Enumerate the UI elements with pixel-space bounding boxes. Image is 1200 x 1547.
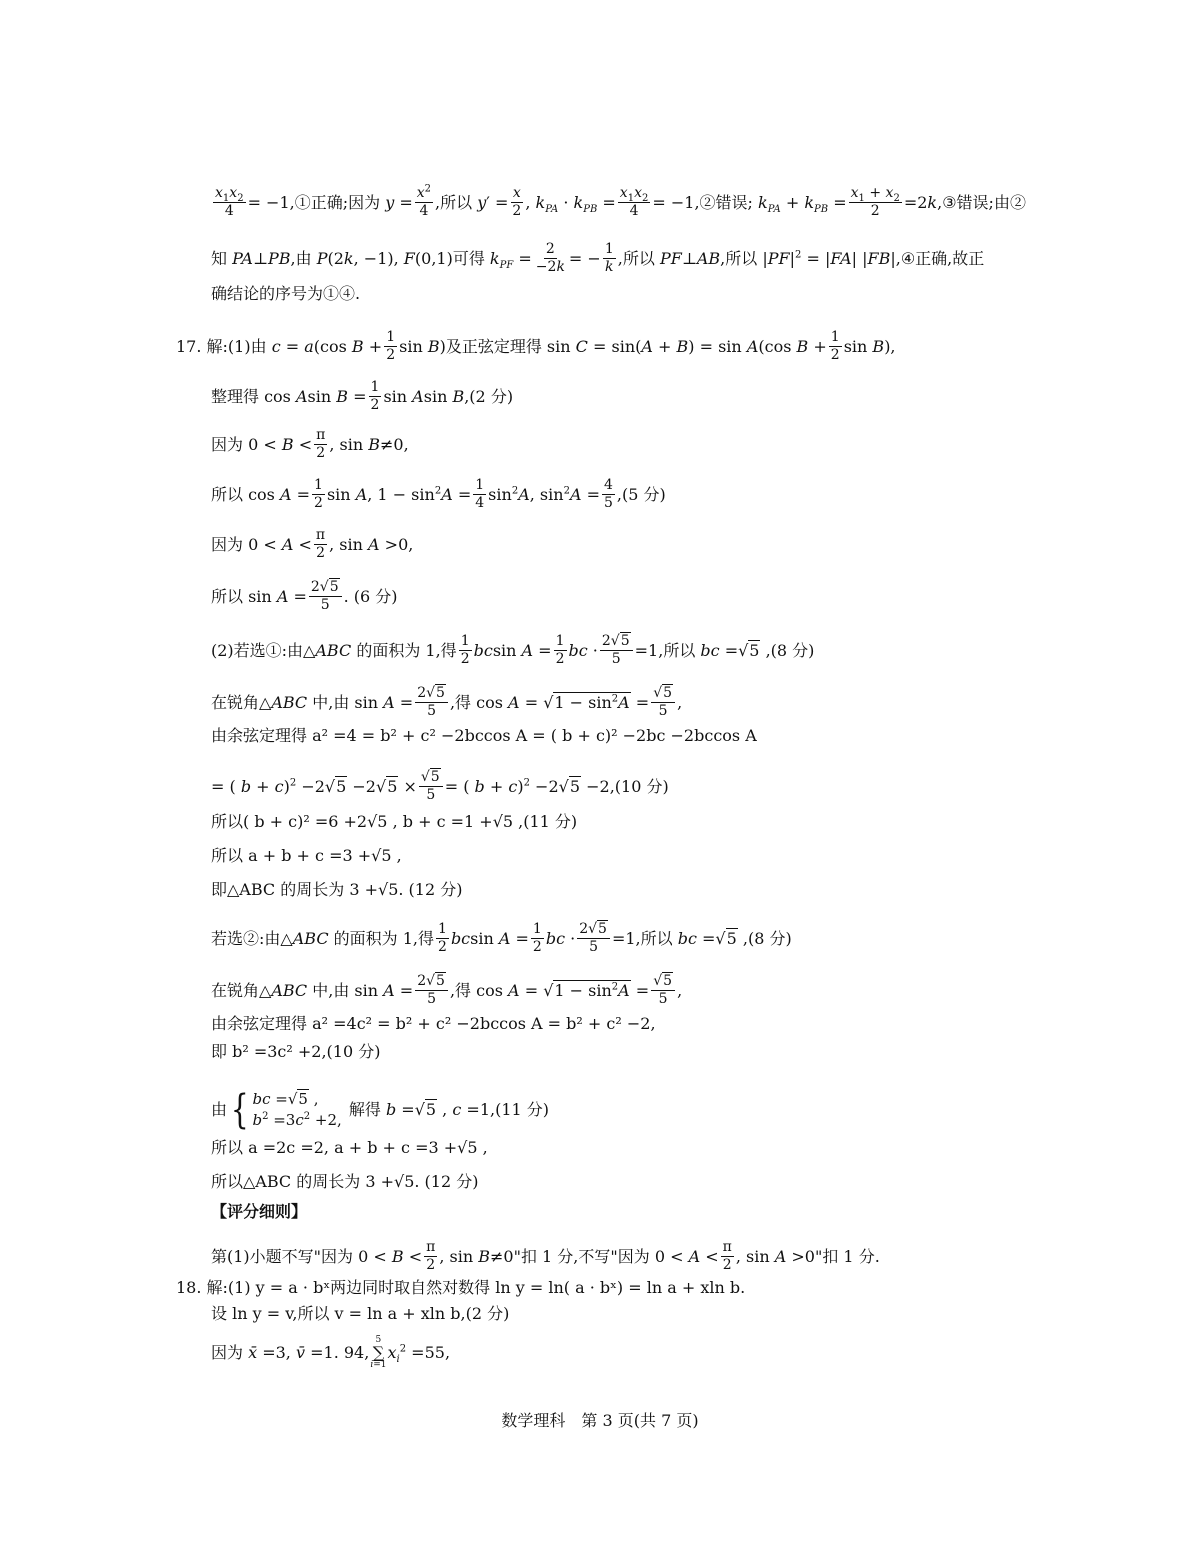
text-line-23: 所以△ABC 的周长为 3 +√5. (12 分) [211, 1172, 479, 1191]
page-footer: 数学理科 第 3 页(共 7 页) [501, 1411, 699, 1430]
text-line-15: 所以 a + b + c =3 +√5 , [211, 846, 402, 865]
text-line-12: 由余弦定理得 a² =4 = b² + c² −2bccos A = ( b + c)² −2bc −2bccos A [211, 726, 757, 745]
text-line-8: 因为 0 < A < $\frac{\pi}{2}$ , sin A >0, [211, 527, 414, 562]
text-line-27: 设 ln y = v,所以 v = ln a + xln b,(2 分) [211, 1304, 510, 1323]
text-line-28: 因为 x̄ =3, v̄ =1. 94, 5 ∑ i=1 $x_i^2 =55$, [211, 1335, 451, 1370]
text-line-6: 因为 0 < B < $\frac{\pi}{2}$ , sin B≠0, [211, 427, 409, 462]
text-line-20: 即 b² =3c² +2,(10 分) [211, 1042, 381, 1061]
text-line-18: 在锐角△ABC 中,由 sin A = $\frac{2√5}{5}$ ,得 $\cos A = √1 - \sin^2A$ = $\frac{√5}{5}$ , [211, 973, 683, 1008]
text-line-3: 确结论的序号为①④. [211, 284, 361, 303]
text-line-25: 第(1)小题不写"因为 0 < B < $\frac{\pi}{2}$ , sin B≠0"扣 1 分,不写"因为 0 < A < $\frac{\pi}{2}$ , sin A >0"扣 1 分. [211, 1239, 880, 1274]
text-line-21: 由 { bc =√5 , $b^2 =3c^2 +2$, 解得 b =√5 , c =1,(11 分) [211, 1087, 550, 1133]
text-line-17: 若选②:由△ABC 的面积为 1,得 $\frac{1}{2}$ bcsin A = $\frac{1}{2}$ bc · $\frac{2√5}{5}$ =1,所以 bc =√5 ,(8 分) [211, 921, 792, 956]
text-line-9: 所以 sin A = $\frac{2√5}{5}$ . (6 分) [211, 579, 398, 614]
text-line-11: 在锐角△ABC 中,由 sin A = $\frac{2√5}{5}$ ,得 $\cos A = √1 - \sin^2A$ = $\frac{√5}{5}$ , [211, 685, 683, 720]
text-line-2: 知 PA⊥PB,由 P(2k, −1), F(0,1)可得 $k_{PF}$ = $\frac{2}{-2k}$ = − $\frac{1}{k}$ ,所以 PF⊥AB,所以 $|PF|^2 = |FA|$ |FB|,④正确,故正 [211, 241, 985, 276]
text-line-22: 所以 a =2c =2, a + b + c =3 +√5 , [211, 1138, 488, 1157]
text-line-19: 由余弦定理得 a² =4c² = b² + c² −2bccos A = b² + c² −2, [211, 1014, 656, 1033]
text-line-5: 整理得 cos Asin B = $\frac{1}{2}$ sin Asin B,(2 分) [211, 379, 514, 414]
text-line-4: 17. 解:(1)由 c = a(cos B + $\frac{1}{2}$ sin B)及正弦定理得 sin C = sin(A + B) = sin A(cos B + $\frac{1}{2}$ sin B), [176, 329, 896, 364]
text-line-7: 所以 cos A = $\frac{1}{2}$ sin A, $1 - \sin^2A$ = $\frac{1}{4}$ $\sin^2A$, $\sin^2A$ = $\frac{4}{5}$ ,(5 分) [211, 477, 666, 512]
text-line-1: $\frac{x_1x_2}{4}$ = −1,①正确;因为 y = $\frac{x^2}{4}$ ,所以 y′ = $\frac{x}{2}$ , $k_{PA} \cdot k_{PB}$ = $\frac{x_1x_2}{4}$ = −1,②错误; $k_{PA} + k_{PB}$ = $\frac{x_1 + x_2}{2}$ =2k,③错误;由② [215, 183, 1026, 220]
text-line-16: 即△ABC 的周长为 3 +√5. (12 分) [211, 880, 463, 899]
scoring-rules-heading: 【评分细则】 [211, 1202, 308, 1221]
text-line-13: = ( b + c)$^2$ −2√5 −2√5 × $\frac{√5}{5}$ = ( b + c)$^2$ −2√5 −2,(10 分) [211, 769, 669, 804]
text-line-26: 18. 解:(1) y = a · bˣ两边同时取自然对数得 ln y = ln( a · bˣ) = ln a + xln b. [176, 1278, 746, 1297]
text-line-14: 所以( b + c)² =6 +2√5 , b + c =1 +√5 ,(11 分) [211, 812, 578, 831]
text-line-10: (2)若选①:由△ABC 的面积为 1,得 $\frac{1}{2}$ bcsin A = $\frac{1}{2}$ bc · $\frac{2√5}{5}$ =1,所以 bc =√5 ,(8 分) [211, 633, 815, 668]
